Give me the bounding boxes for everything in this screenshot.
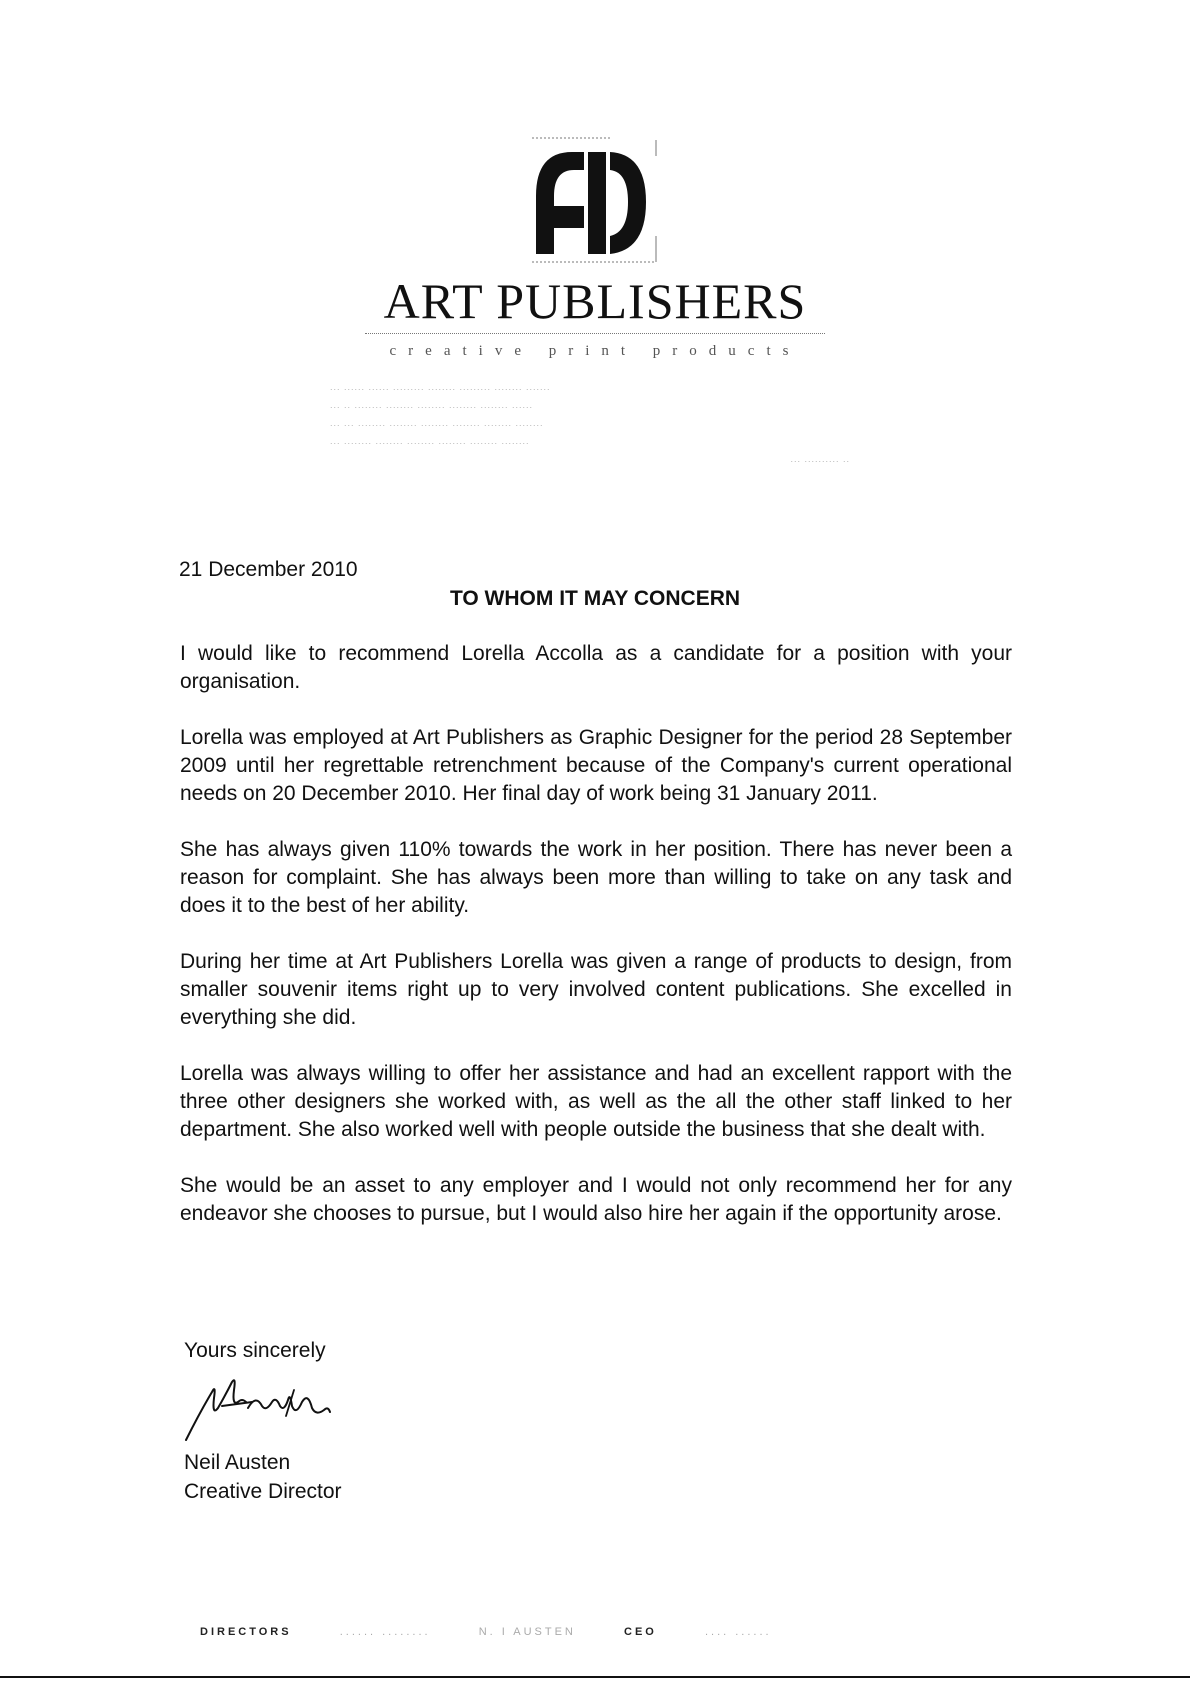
body-paragraph: Lorella was always willing to offer her assistance and had an excellent rapport with the three other designers she worked with, as well as the all the other staff linked to her department. She also worked well with people outside the business that she dealt with.	[180, 1062, 1012, 1141]
contact-line: ... .......... ..	[790, 454, 850, 464]
director-name: ...... ........	[339, 1626, 431, 1638]
letterhead-divider	[365, 333, 825, 334]
letter-body	[180, 640, 1012, 1256]
contact-line: ... ... ........ ........ ........ ........ ........ ........	[330, 418, 544, 428]
director-name: N. I AUSTEN	[478, 1626, 576, 1638]
company-tagline: creative print products	[389, 343, 801, 359]
body-paragraph: I would like to recommend Lorella Accolla as a candidate for a position with your organisation.	[180, 642, 1012, 693]
body-paragraph: She would be an asset to any employer and I would not only recommend her for any endeavor she chooses to pursue, but I would also hire her again if the opportunity arose.	[180, 1174, 1012, 1225]
ceo-name: .... ......	[704, 1626, 772, 1638]
company-name: ART PUBLISHERS	[383, 273, 807, 329]
footer-divider	[0, 1676, 1190, 1678]
contact-line: ... ...... ...... ......... ........ ......... ........ .......	[330, 382, 551, 392]
directors-label: DIRECTORS	[200, 1626, 292, 1638]
letter-heading: TO WHOM IT MAY CONCERN	[449, 587, 741, 610]
letter-date: 21 December 2010	[179, 558, 358, 581]
company-logo	[528, 136, 658, 266]
signer-title: Creative Director	[184, 1480, 342, 1503]
ceo-label: CEO	[624, 1626, 657, 1638]
handwritten-signature	[182, 1372, 352, 1444]
body-paragraph: During her time at Art Publishers Lorella was given a range of products to design, from smaller souvenir items right up to very involved content publications. She excelled in everything she did.	[180, 950, 1012, 1029]
signer-name: Neil Austen	[184, 1451, 291, 1474]
body-paragraph: Lorella was employed at Art Publishers as Graphic Designer for the period 28 September 2009 until her regrettable retrenchment because of the Company's current operational needs on 20 December 2010. Her final day of work being 31 January 2011.	[180, 726, 1012, 805]
contact-line: ... .. ........ ........ ........ ........ ........ ......	[330, 400, 534, 410]
contact-line: ... ........ ........ ........ ........ ........ ........	[330, 436, 530, 446]
footer-directors	[200, 1626, 1010, 1638]
body-paragraph: She has always given 110% towards the work in her position. There has never been a reason for complaint. She has always been more than willing to take on any task and does it to the best of her ability.	[180, 838, 1012, 917]
letter-closing: Yours sincerely	[184, 1339, 326, 1362]
letterhead-contact-block	[330, 378, 850, 468]
